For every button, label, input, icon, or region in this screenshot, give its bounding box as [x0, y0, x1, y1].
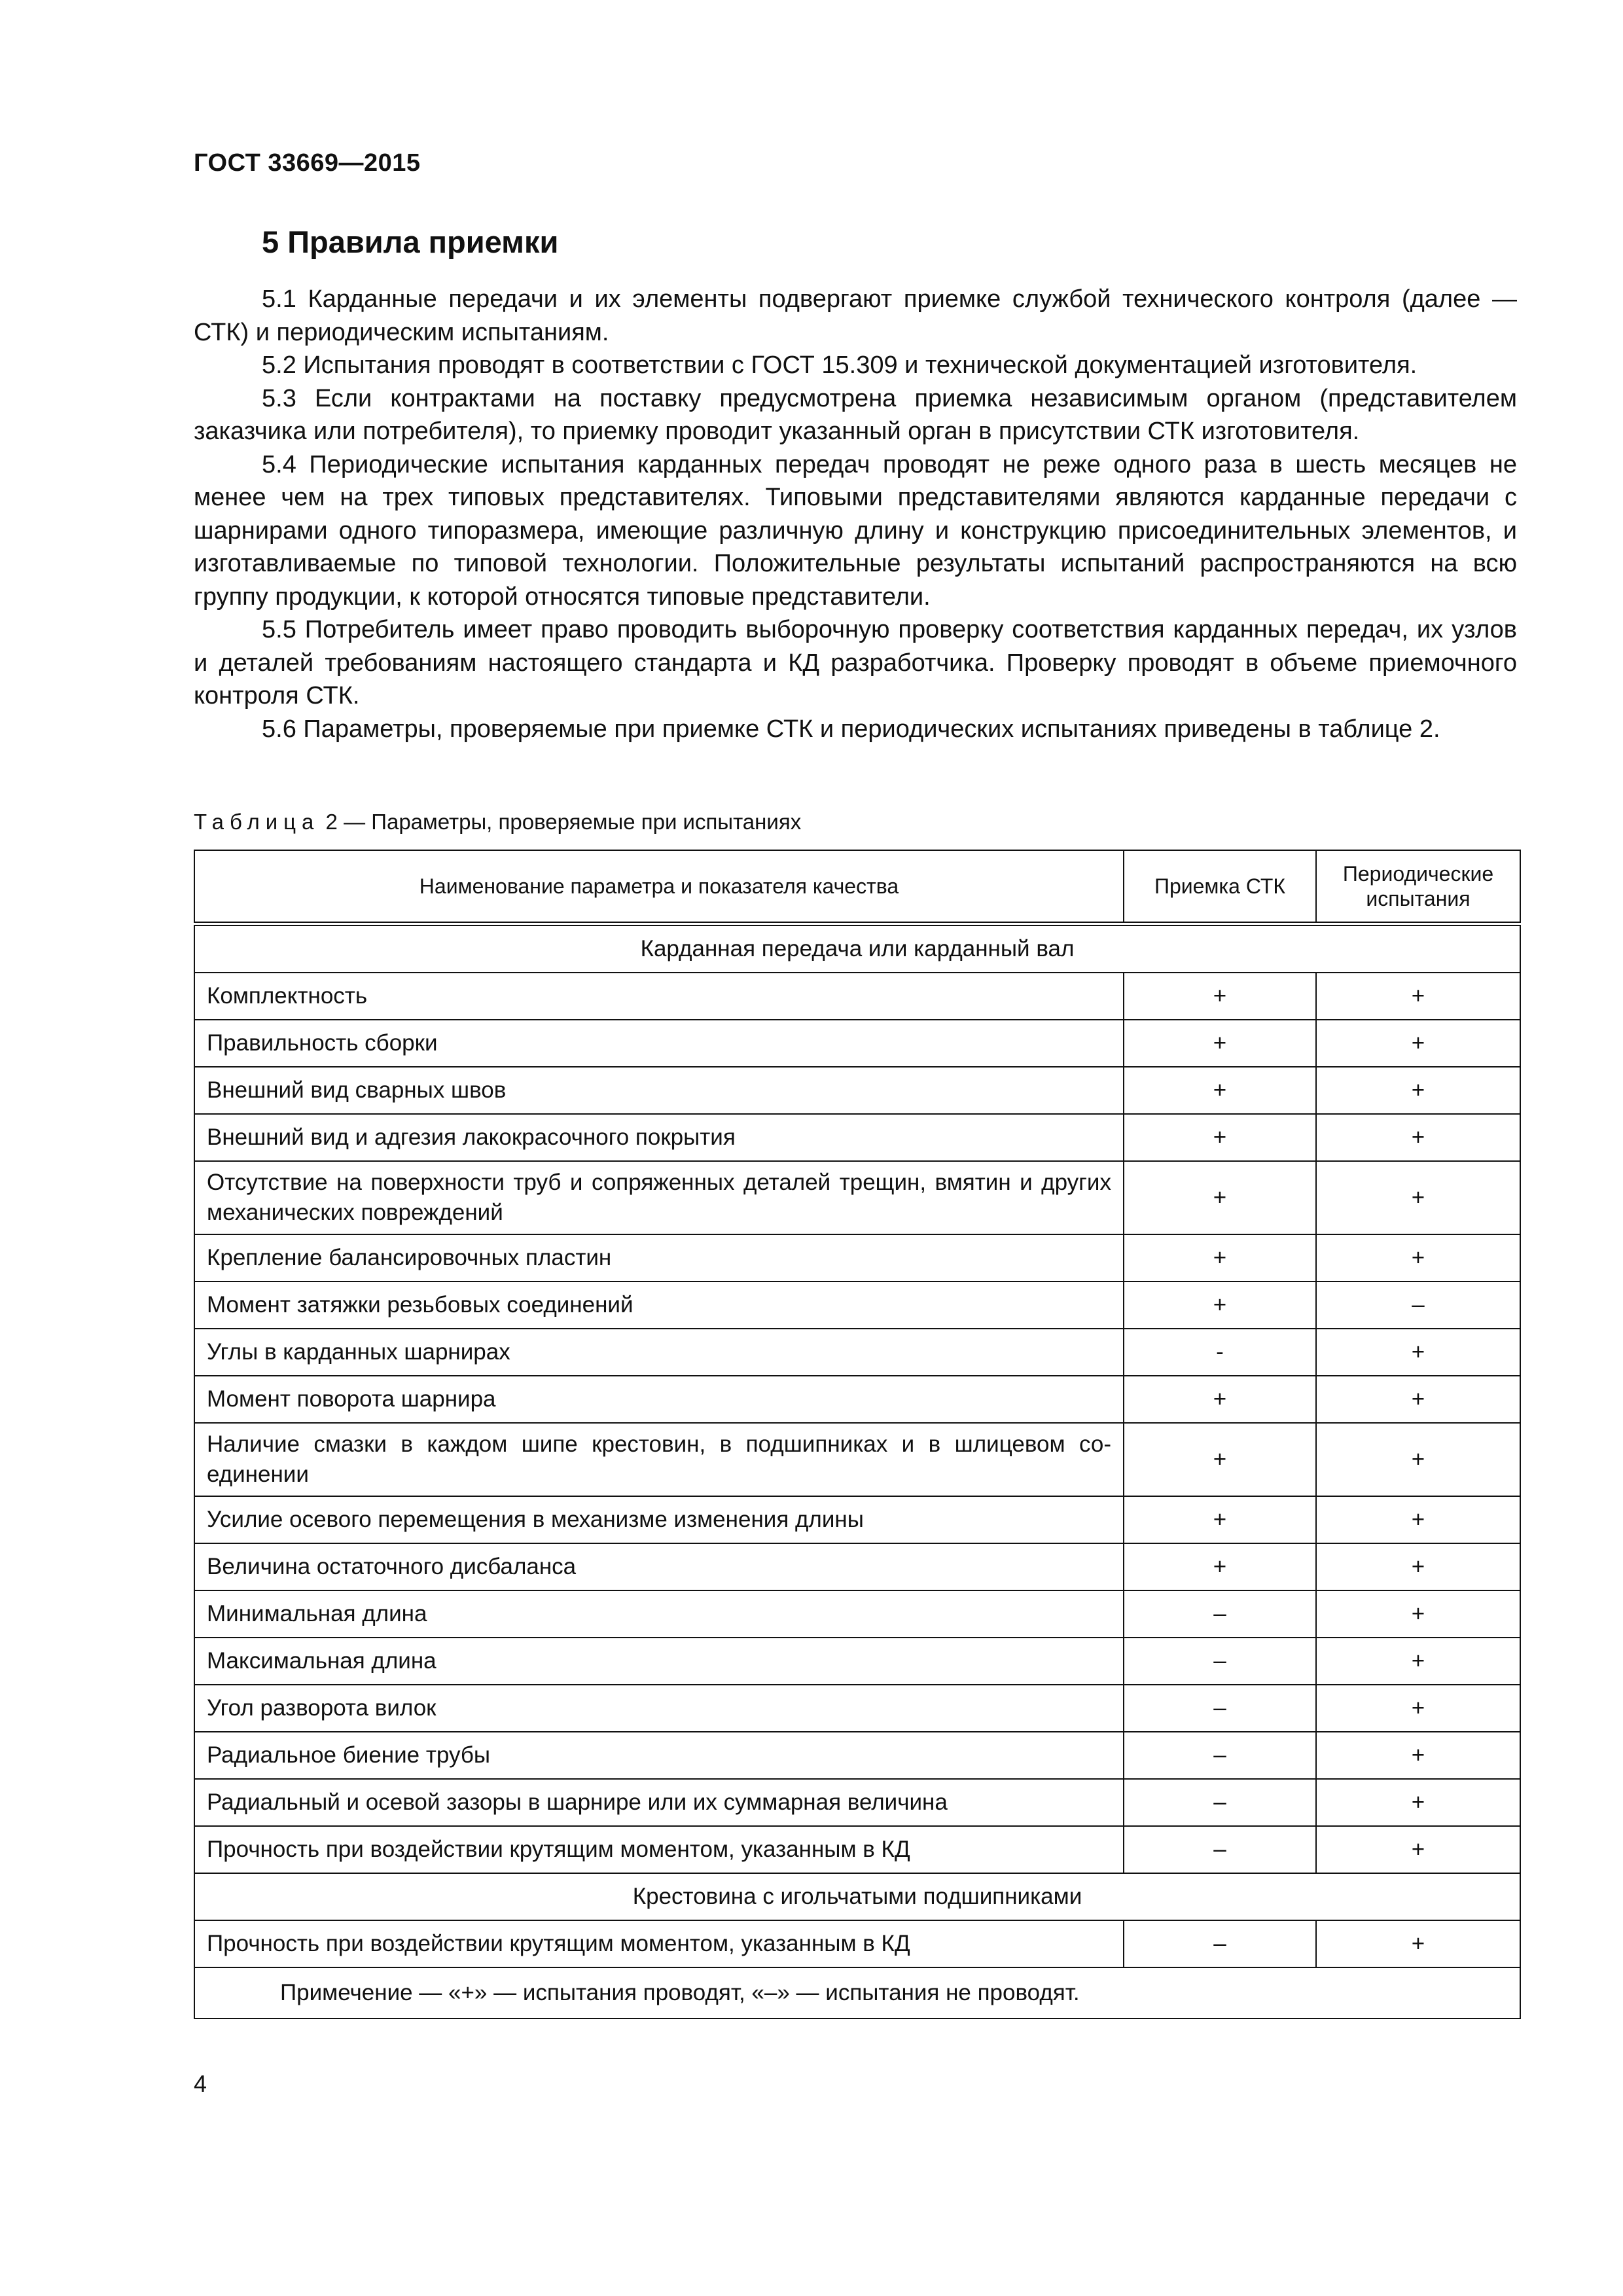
parameter-name-cell: Отсутствие на поверхности труб и сопряженных деталей трещин, вмятин и других механических повреждений [194, 1161, 1124, 1234]
table-row [194, 1732, 1520, 1779]
parameter-name-cell: Минимальная длина [194, 1590, 1124, 1638]
table-row [194, 1161, 1520, 1234]
column-header-parameter: Наименование параметра и показателя качества [194, 850, 1124, 924]
stk-mark-cell: + [1124, 1496, 1316, 1543]
table-row [194, 1685, 1520, 1732]
periodic-mark-cell: + [1316, 1114, 1520, 1161]
parameter-name-cell: Величина остаточного дисбаланса [194, 1543, 1124, 1590]
table-row [194, 1779, 1520, 1826]
stk-mark-cell: – [1124, 1732, 1316, 1779]
standard-code-header: ГОСТ 33669—2015 [194, 149, 421, 177]
table-row [194, 1496, 1520, 1543]
parameter-name-cell: Усилие осевого перемещения в механизме изменения длины [194, 1496, 1124, 1543]
stk-mark-cell: – [1124, 1826, 1316, 1873]
stk-mark-cell: + [1124, 1282, 1316, 1329]
parameter-name-cell: Внешний вид сварных швов [194, 1067, 1124, 1114]
table-row [194, 1590, 1520, 1638]
section-body [194, 283, 1517, 745]
periodic-mark-cell: + [1316, 1685, 1520, 1732]
parameter-name-cell: Момент затяжки резьбовых соединений [194, 1282, 1124, 1329]
table-group-title: Крестовина с игольчатыми подшипниками [194, 1873, 1520, 1920]
paragraph: 5.2 Испытания проводят в соответствии с ГОСТ 15.309 и технической документацией изготовителя. [262, 351, 1418, 379]
parameter-name-cell: Правильность сборки [194, 1020, 1124, 1067]
stk-mark-cell: + [1124, 1543, 1316, 1590]
periodic-mark-cell: + [1316, 1590, 1520, 1638]
parameter-name-cell: Радиальное биение трубы [194, 1732, 1124, 1779]
parameter-name-cell: Крепление балансировочных пластин [194, 1234, 1124, 1282]
table-row [194, 1329, 1520, 1376]
periodic-mark-cell: – [1316, 1282, 1520, 1329]
table-caption [194, 810, 801, 834]
stk-mark-cell: + [1124, 1161, 1316, 1234]
parameter-name-cell: Наличие смазки в каждом шипе крестовин, в подшипниках и в шлицевом соединении [194, 1423, 1124, 1496]
column-header-stk: Приемка СТК [1124, 850, 1316, 924]
periodic-mark-cell: + [1316, 1020, 1520, 1067]
table-note-row [194, 1967, 1520, 2018]
stk-mark-cell: – [1124, 1590, 1316, 1638]
paragraph: 5.6 Параметры, проверяемые при приемке СТК и периодических испытаниях приведены в таблице 2. [262, 715, 1440, 743]
periodic-mark-cell: + [1316, 1329, 1520, 1376]
table-row [194, 1234, 1520, 1282]
table-row [194, 1114, 1520, 1161]
periodic-mark-cell: + [1316, 1779, 1520, 1826]
periodic-mark-cell: + [1316, 1423, 1520, 1496]
stk-mark-cell: + [1124, 1067, 1316, 1114]
table-row [194, 1067, 1520, 1114]
stk-mark-cell: + [1124, 1376, 1316, 1423]
paragraph: 5.1 Карданные передачи и их элементы подвергают приемке службой технического контроля (далее — СТК) и периодическим испытаниям. [194, 285, 1517, 346]
stk-mark-cell: + [1124, 1234, 1316, 1282]
paragraph: 5.4 Периодические испытания карданных передач проводят не реже одного раза в шесть месяцев не менее чем на трех типовых представителях. Типовыми представителями являются карданные передачи с шарнирами одного типоразмера, имеющие различную длину и конструкцию присоединительных элементов, и изготавливаемые по типовой технологии. Положительные результаты испытаний распространяются на всю группу продукции, к которой относятся типовые представители. [194, 450, 1517, 611]
parameters-table [194, 850, 1521, 2019]
table-caption-text: 2 — Параметры, проверяемые при испытаниях [319, 810, 802, 834]
section-title: 5 Правила приемки [262, 224, 559, 259]
parameter-name-cell: Максимальная длина [194, 1638, 1124, 1685]
table-row [194, 1376, 1520, 1423]
table-group-row [194, 924, 1520, 973]
parameter-name-cell: Угол разворота вилок [194, 1685, 1124, 1732]
paragraph: 5.5 Потребитель имеет право проводить выборочную проверку соответствия карданных передач, их узлов и деталей требованиям настоящего стандарта и КД разработчика. Проверку проводят в объеме приемочного контроля СТК. [194, 616, 1517, 709]
stk-mark-cell: - [1124, 1329, 1316, 1376]
periodic-mark-cell: + [1316, 1732, 1520, 1779]
periodic-mark-cell: + [1316, 1826, 1520, 1873]
periodic-mark-cell: + [1316, 1638, 1520, 1685]
table-row [194, 1423, 1520, 1496]
table-row [194, 1920, 1520, 1967]
table-group-title: Карданная передача или карданный вал [194, 924, 1520, 973]
stk-mark-cell: – [1124, 1685, 1316, 1732]
stk-mark-cell: – [1124, 1779, 1316, 1826]
parameter-name-cell: Углы в карданных шарнирах [194, 1329, 1124, 1376]
parameter-name-cell: Прочность при воздействии крутящим моментом, указанным в КД [194, 1920, 1124, 1967]
periodic-mark-cell: + [1316, 1543, 1520, 1590]
periodic-mark-cell: + [1316, 1920, 1520, 1967]
table-row [194, 1543, 1520, 1590]
periodic-mark-cell: + [1316, 1496, 1520, 1543]
stk-mark-cell: + [1124, 1020, 1316, 1067]
table-caption-label: Таблица [194, 810, 320, 834]
table-row [194, 1638, 1520, 1685]
periodic-mark-cell: + [1316, 1067, 1520, 1114]
stk-mark-cell: + [1124, 1423, 1316, 1496]
table-group-row [194, 1873, 1520, 1920]
table-header-row [194, 850, 1520, 924]
parameter-name-cell: Внешний вид и адгезия лакокрасочного покрытия [194, 1114, 1124, 1161]
stk-mark-cell: + [1124, 973, 1316, 1020]
stk-mark-cell: + [1124, 1114, 1316, 1161]
table-body [194, 924, 1520, 1968]
stk-mark-cell: – [1124, 1638, 1316, 1685]
table-row [194, 1282, 1520, 1329]
table-row [194, 1826, 1520, 1873]
table-row [194, 973, 1520, 1020]
parameter-name-cell: Радиальный и осевой зазоры в шарнире или их суммарная величина [194, 1779, 1124, 1826]
column-header-periodic: Периодические испытания [1316, 850, 1520, 924]
periodic-mark-cell: + [1316, 1234, 1520, 1282]
parameter-name-cell: Комплектность [194, 973, 1124, 1020]
periodic-mark-cell: + [1316, 973, 1520, 1020]
parameter-name-cell: Момент поворота шарнира [194, 1376, 1124, 1423]
stk-mark-cell: – [1124, 1920, 1316, 1967]
periodic-mark-cell: + [1316, 1161, 1520, 1234]
table-note: Примечение — «+» — испытания проводят, «–» — испытания не проводят. [194, 1967, 1520, 2018]
periodic-mark-cell: + [1316, 1376, 1520, 1423]
parameter-name-cell: Прочность при воздействии крутящим моментом, указанным в КД [194, 1826, 1124, 1873]
paragraph: 5.3 Если контрактами на поставку предусмотрена приемка независимым органом (представителем заказчика или потребителя), то приемку проводит указанный орган в присутствии СТК изготовителя. [194, 384, 1517, 445]
page-number: 4 [194, 2070, 207, 2097]
table-row [194, 1020, 1520, 1067]
